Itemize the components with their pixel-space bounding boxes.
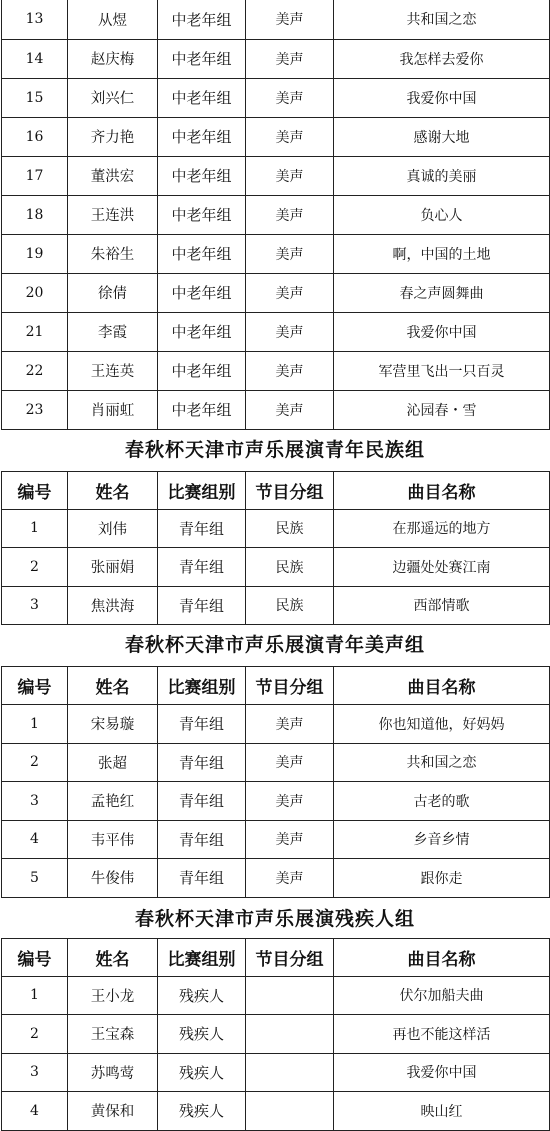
table-row xyxy=(2,1053,550,1092)
header-song: 曲目名称 xyxy=(334,938,550,976)
table-row xyxy=(2,782,550,821)
cell-group: 民族 xyxy=(246,586,334,625)
cell-group: 民族 xyxy=(246,509,334,548)
cell-category: 青年组 xyxy=(158,705,246,744)
cell-song: 你也知道他，好妈妈 xyxy=(334,705,550,744)
cell-category: 中老年组 xyxy=(158,117,246,156)
cell-group: 美声 xyxy=(246,705,334,744)
table-row xyxy=(2,976,550,1015)
cell-song: 感谢大地 xyxy=(334,117,550,156)
cell-song: 边疆处处赛江南 xyxy=(334,548,550,587)
cell-group xyxy=(246,1092,334,1131)
table-row xyxy=(2,117,550,156)
cell-name: 从煜 xyxy=(68,0,158,39)
cell-number: 13 xyxy=(2,0,68,39)
section-title-youth-bel-canto: 春秋杯天津市声乐展演青年美声组 xyxy=(124,634,425,656)
cell-name: 牛俊伟 xyxy=(68,859,158,898)
cell-group: 美声 xyxy=(246,859,334,898)
cell-song: 啊，中国的土地 xyxy=(334,234,550,273)
cell-group: 美声 xyxy=(246,820,334,859)
table-row xyxy=(2,859,550,898)
cell-category: 中老年组 xyxy=(158,195,246,234)
cell-name: 韦平伟 xyxy=(68,820,158,859)
table-row xyxy=(2,0,550,39)
cell-number: 2 xyxy=(2,743,68,782)
table-row xyxy=(2,509,550,548)
cell-number: 3 xyxy=(2,782,68,821)
cell-category: 中老年组 xyxy=(158,78,246,117)
cell-number: 21 xyxy=(2,312,68,351)
header-category: 比赛组别 xyxy=(158,938,246,976)
cell-number: 3 xyxy=(2,586,68,625)
table-row xyxy=(2,273,550,312)
table-youth-bel-canto xyxy=(1,666,550,898)
cell-name: 齐力艳 xyxy=(68,117,158,156)
cell-category: 残疾人 xyxy=(158,976,246,1015)
header-name: 姓名 xyxy=(68,667,158,705)
cell-group: 美声 xyxy=(246,0,334,39)
header-category: 比赛组别 xyxy=(158,667,246,705)
header-group: 节目分组 xyxy=(246,938,334,976)
cell-group: 美声 xyxy=(246,78,334,117)
cell-number: 2 xyxy=(2,548,68,587)
header-song: 曲目名称 xyxy=(334,471,550,509)
table-disabled xyxy=(1,938,550,1131)
cell-name: 王宝森 xyxy=(68,1015,158,1054)
table-row xyxy=(2,390,550,429)
cell-category: 中老年组 xyxy=(158,0,246,39)
table-body xyxy=(2,509,550,625)
section-title-disabled: 春秋杯天津市声乐展演残疾人组 xyxy=(134,907,415,930)
cell-name: 焦洪海 xyxy=(68,586,158,625)
cell-name: 苏鸣莺 xyxy=(68,1053,158,1092)
table-body xyxy=(2,0,550,429)
cell-name: 刘伟 xyxy=(68,509,158,548)
cell-song: 军营里飞出一只百灵 xyxy=(334,351,550,390)
cell-number: 18 xyxy=(2,195,68,234)
cell-category: 青年组 xyxy=(158,782,246,821)
cell-song: 我爱你中国 xyxy=(334,78,550,117)
cell-category: 青年组 xyxy=(158,820,246,859)
table-row xyxy=(2,705,550,744)
cell-song: 伏尔加船夫曲 xyxy=(334,976,550,1015)
cell-number: 1 xyxy=(2,976,68,1015)
cell-group xyxy=(246,976,334,1015)
cell-number: 4 xyxy=(2,820,68,859)
cell-song: 共和国之恋 xyxy=(334,0,550,39)
table-row xyxy=(2,743,550,782)
table-body xyxy=(2,705,550,898)
cell-number: 14 xyxy=(2,39,68,78)
header-number: 编号 xyxy=(2,667,68,705)
cell-name: 王小龙 xyxy=(68,976,158,1015)
cell-name: 董洪宏 xyxy=(68,156,158,195)
cell-group: 美声 xyxy=(246,273,334,312)
cell-group xyxy=(246,1053,334,1092)
cell-category: 中老年组 xyxy=(158,312,246,351)
cell-song: 西部情歌 xyxy=(334,586,550,625)
table-row xyxy=(2,78,550,117)
cell-group: 美声 xyxy=(246,743,334,782)
cell-number: 17 xyxy=(2,156,68,195)
cell-category: 青年组 xyxy=(158,586,246,625)
cell-number: 22 xyxy=(2,351,68,390)
header-row xyxy=(2,471,550,509)
table-body xyxy=(2,976,550,1130)
cell-group: 美声 xyxy=(246,390,334,429)
cell-name: 张超 xyxy=(68,743,158,782)
cell-category: 中老年组 xyxy=(158,234,246,273)
cell-group: 美声 xyxy=(246,156,334,195)
cell-name: 王连洪 xyxy=(68,195,158,234)
cell-category: 中老年组 xyxy=(158,390,246,429)
cell-category: 青年组 xyxy=(158,509,246,548)
cell-group: 民族 xyxy=(246,548,334,587)
table-row xyxy=(2,312,550,351)
cell-song: 跟你走 xyxy=(334,859,550,898)
cell-group xyxy=(246,1015,334,1054)
cell-song: 再也不能这样活 xyxy=(334,1015,550,1054)
cell-category: 中老年组 xyxy=(158,351,246,390)
cell-song: 我怎样去爱你 xyxy=(334,39,550,78)
cell-group: 美声 xyxy=(246,351,334,390)
cell-song: 我爱你中国 xyxy=(334,312,550,351)
header-song: 曲目名称 xyxy=(334,667,550,705)
cell-song: 沁园春・雪 xyxy=(334,390,550,429)
table-row xyxy=(2,1092,550,1131)
cell-number: 20 xyxy=(2,273,68,312)
cell-song: 负心人 xyxy=(334,195,550,234)
cell-group: 美声 xyxy=(246,195,334,234)
cell-name: 张丽娟 xyxy=(68,548,158,587)
table-row xyxy=(2,195,550,234)
cell-song: 乡音乡情 xyxy=(334,820,550,859)
cell-category: 中老年组 xyxy=(158,156,246,195)
header-number: 编号 xyxy=(2,938,68,976)
header-name: 姓名 xyxy=(68,471,158,509)
cell-name: 刘兴仁 xyxy=(68,78,158,117)
cell-group: 美声 xyxy=(246,117,334,156)
cell-song: 我爱你中国 xyxy=(334,1053,550,1092)
cell-category: 中老年组 xyxy=(158,273,246,312)
cell-group: 美声 xyxy=(246,234,334,273)
header-group: 节目分组 xyxy=(246,471,334,509)
cell-song: 春之声圆舞曲 xyxy=(334,273,550,312)
cell-category: 青年组 xyxy=(158,859,246,898)
cell-name: 肖丽虹 xyxy=(68,390,158,429)
cell-number: 2 xyxy=(2,1015,68,1054)
cell-category: 残疾人 xyxy=(158,1015,246,1054)
cell-song: 古老的歌 xyxy=(334,782,550,821)
cell-name: 孟艳红 xyxy=(68,782,158,821)
header-row xyxy=(2,938,550,976)
section-title-youth-folk: 春秋杯天津市声乐展演青年民族组 xyxy=(124,438,425,461)
header-number: 编号 xyxy=(2,471,68,509)
cell-number: 4 xyxy=(2,1092,68,1131)
cell-number: 3 xyxy=(2,1053,68,1092)
cell-song: 共和国之恋 xyxy=(334,743,550,782)
cell-name: 黄保和 xyxy=(68,1092,158,1131)
cell-song: 在那遥远的地方 xyxy=(334,509,550,548)
cell-name: 赵庆梅 xyxy=(68,39,158,78)
table-row xyxy=(2,234,550,273)
cell-name: 徐倩 xyxy=(68,273,158,312)
cell-name: 王连英 xyxy=(68,351,158,390)
cell-song: 映山红 xyxy=(334,1092,550,1131)
table-row xyxy=(2,39,550,78)
header-name: 姓名 xyxy=(68,938,158,976)
cell-number: 15 xyxy=(2,78,68,117)
cell-name: 李霞 xyxy=(68,312,158,351)
table-row xyxy=(2,1015,550,1054)
table-row xyxy=(2,548,550,587)
cell-category: 青年组 xyxy=(158,743,246,782)
cell-number: 23 xyxy=(2,390,68,429)
table-row xyxy=(2,586,550,625)
table-youth-folk xyxy=(1,471,550,626)
cell-number: 1 xyxy=(2,705,68,744)
cell-category: 青年组 xyxy=(158,548,246,587)
header-category: 比赛组别 xyxy=(158,471,246,509)
cell-group: 美声 xyxy=(246,312,334,351)
cell-number: 1 xyxy=(2,509,68,548)
cell-number: 19 xyxy=(2,234,68,273)
table-row xyxy=(2,820,550,859)
header-group: 节目分组 xyxy=(246,667,334,705)
cell-name: 朱裕生 xyxy=(68,234,158,273)
table-row xyxy=(2,156,550,195)
cell-group: 美声 xyxy=(246,39,334,78)
cell-number: 16 xyxy=(2,117,68,156)
table-middle-aged-bel-canto xyxy=(1,0,550,430)
cell-number: 5 xyxy=(2,859,68,898)
cell-category: 残疾人 xyxy=(158,1092,246,1131)
cell-category: 中老年组 xyxy=(158,39,246,78)
cell-category: 残疾人 xyxy=(158,1053,246,1092)
cell-name: 宋易璇 xyxy=(68,705,158,744)
cell-group: 美声 xyxy=(246,782,334,821)
header-row xyxy=(2,667,550,705)
table-row xyxy=(2,351,550,390)
cell-song: 真诚的美丽 xyxy=(334,156,550,195)
